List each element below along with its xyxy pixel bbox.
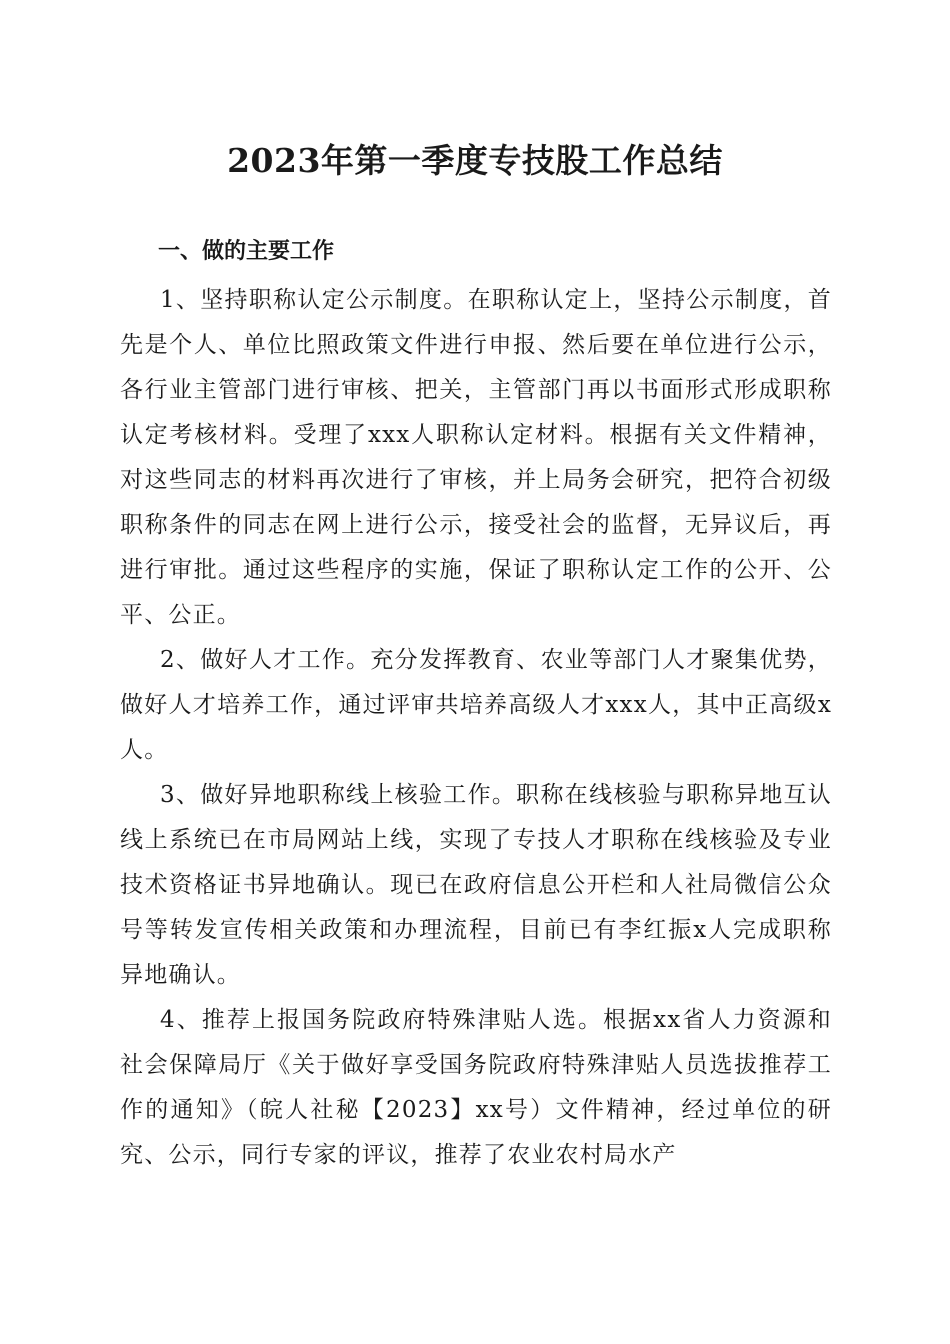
paragraph-2: 2、做好人才工作。充分发挥教育、农业等部门人才聚集优势，做好人才培养工作，通过评审共培养高级人才xxx人，其中正高级x人。 [120, 647, 832, 763]
document-body [120, 278, 832, 1178]
document-title: 2023年第一季度专技股工作总结 [227, 141, 723, 180]
paragraph-4: 4、推荐上报国务院政府特殊津贴人选。根据xx省人力资源和社会保障局厅《关于做好享受国务院政府特殊津贴人员选拔推荐工作的通知》（皖人社秘【2023】xx号）文件精神，经过单位的研究、公示，同行专家的评议，推荐了农业农村局水产 [120, 1007, 832, 1168]
paragraph-1: 1、坚持职称认定公示制度。在职称认定上，坚持公示制度，首先是个人、单位比照政策文件进行申报、然后要在单位进行公示，各行业主管部门进行审核、把关，主管部门再以书面形式形成职称认定考核材料。受理了xxx人职称认定材料。根据有关文件精神，对这些同志的材料再次进行了审核，并上局务会研究，把符合初级职称条件的同志在网上进行公示，接受社会的监督，无异议后，再进行审批。通过这些程序的实施，保证了职称认定工作的公开、公平、公正。 [120, 287, 832, 628]
section-heading: 一、做的主要工作 [158, 239, 335, 264]
paragraph-3: 3、做好异地职称线上核验工作。职称在线核验与职称异地互认线上系统已在市局网站上线，实现了专技人才职称在线核验及专业技术资格证书异地确认。现已在政府信息公开栏和人社局微信公众号等转发宣传相关政策和办理流程，目前已有李红振x人完成职称异地确认。 [120, 782, 832, 988]
